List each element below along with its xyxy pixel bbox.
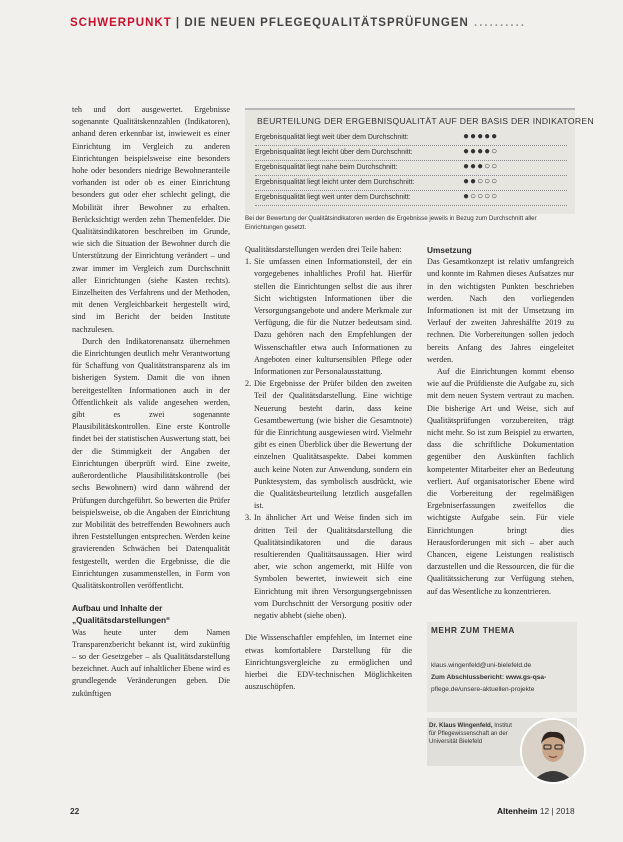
rating-dots-icon: ●●●●● [463,131,499,142]
col3-subheading: Umsetzung [427,245,472,255]
column-middle [245,244,412,693]
report-link-url[interactable]: pflege.de/unsere-aktuellen-projekte [431,686,535,693]
list-item [245,512,412,622]
author-portrait-icon [522,720,584,782]
column-right [427,244,574,598]
issue-number: 12 | 2018 [539,806,575,816]
col2-intro: Qualitätsdarstellungen werden drei Teile haben: [245,245,402,254]
col1-paragraph-2: Durch den Indikatorenansatz übernehmen die Einrichtungen deutlich mehr Verantwortung für Schaffung von Qualitätstransparenz als im bisherigen System. Damit die von ihnen bereitgestellten Informationen auch in der Öffentlichkeit als valide angesehen werden, gibt es zwei sogenannte Plausibilitätskontrollen. Eine erste Kontrolle findet bei der statistischen Auswertung statt, bei der die Stimmigkeit der Angaben der Einrichtungen überprüft wird. Eine zweite, außerordentliche Plausibilitätskontrolle (bei sechs Bewohnern) wird dann während der Prüfungen durchgeführt. So bewerten die Prüfer beispielsweise, ob die Angaben der Einrichtung zur Mobilität des betreffenden Bewohners auch ihren Feststellungen entsprechen. Werden keine gravierenden Schwächen bei Datenqualität festgestellt, werden die Ergebnisse, die die Einrichtungen zusammenstellen, in Form von Qualitätskontrollen veröffentlicht. [72,336,230,590]
indicator-box [245,108,594,214]
indicator-row [255,192,567,206]
col1-paragraph-3: Was heute unter dem Namen Transparenzbericht bekannt ist, wird zukünftig – so der Gesetzgeber – als Qualitätsdarstellung bezeichnet. Auch auf inhaltlicher Ebene wird es grundlegende Veränderungen geben. Die zukünftigen [72,627,230,698]
column-left [72,104,230,700]
indicator-row-label: Ergebnisqualität liegt nahe beim Durchschnitt: [255,164,398,171]
rating-dots-icon: ●●●○○ [463,161,499,172]
qualitaet-list [245,256,412,622]
indicator-box-title: BEURTEILUNG DER ERGEBNISQUALITÄT AUF DER BASIS DER INDIKATOREN [257,116,594,126]
author-name: Dr. Klaus Wingenfeld, [429,722,493,729]
list-item-text: Die Ergebnisse der Prüfer bilden den zweiten Teil der Qualitätsdarstellung. Eine wichtige Neuerung besteht darin, dass keine Gesamtbewertung (wie bisher die Gesamtnote) für die Einrichtung ausgewiesen wird. Vielmehr gibt es einen Überblick über die Bewertung der einzelnen Qualitätsaspekte. Dabei kommen auch keine Noten zur Anwendung, sondern ein Punktesystem, das symbolisch ausdrückt, wie die Qualitätsbeurteilung letztlich ausgefallen ist. [254,379,412,511]
section-topic: DIE NEUEN PFLEGEQUALITÄTSPRÜFUNGEN [184,17,469,29]
indicator-row [255,132,567,146]
rating-dots-icon: ●●●●○ [463,146,499,157]
section-label: SCHWERPUNKT [70,17,172,29]
col3-paragraph-1: Das Gesamtkonzept ist relativ umfangreich und konnte im Rahmen dieses Aufsatzes nur in den wichtigsten Punkten beschrieben werden. Nach den vorliegenden Informationen ist mit der Umsetzung im Verlauf der zweiten Jahreshälfte 2019 zu rechnen. Die Vorbereitungen sollen jedoch bereits Anfang des Jahres eingeleitet werden. [427,257,574,364]
indicator-row [255,147,567,161]
indicator-row-label: Ergebnisqualität liegt leicht unter dem Durchschnitt: [255,179,415,186]
indicator-row [255,162,567,176]
list-item-text: In ähnlicher Art und Weise finden sich im dritten Teil der Qualitätsdarstellung die Qualitätsindikatoren und die daraus resultierenden Qualitätsaussagen. Hier wird aber, wie schon angemerkt, mit Hilfe von Symbolen bewertet, inwieweit sich eine Einrichtung mit ihren Versorgungsergebnissen vom Durchschnitt der Versorgung positiv oder negativ abhebt (siehe oben). [254,513,412,621]
mehr-zum-thema-title: MEHR ZUM THEMA [431,626,515,635]
indicator-box-note: Bei der Bewertung der Qualitätsindikatoren werden die Ergebnisse jeweils in Bezug zum Durchschnitt aller Einrichtungen gesetzt. [245,215,537,231]
section-header [70,17,526,29]
col1-subheading: Aufbau und Inhalte der „Qualitätsdarstellungen“ [72,603,171,626]
author-caption [429,722,519,747]
rating-dots-icon: ●●○○○ [463,176,499,187]
col1-paragraph-1: teh und dort ausgewertet. Ergebnisse sogenannte Qualitätskennzahlen (Indikatoren), anhand deren erkennbar ist, inwieweit es einer Einrichtung im Vergleich zu anderen Einrichtungen beispielsweise eine besonders hohe oder besonders niedrige Bewohneranteile vorhanden ist oder ob es einer Einrichtung besonders gut oder eher schlecht gelingt, die Mobilität ihrer Bewohner zu erhalten. Berücksichtigt werden zehn Themenfelder. Die Qualitätsindikatoren beschreiben im Grunde, wie sich die Situation der Bewohner durch die Unterstützung der Einrichtung verändert – und zwar immer im Vergleich zum Durchschnitt aller Einrichtungen (siehe Kasten rechts). Einzelheiten des Verfahrens und der Methoden, mit denen Vergleichbarkeit hergestellt wird, sind im Bericht der beiden Institute nachzulesen. [72,105,230,334]
author-role: Institut für Pflegewissenschaft an der Universität Bielefeld [429,723,512,746]
col2-outro: Die Wissenschaftler empfehlen, im Internet eine etwas komfortablere Darstellung für die Einrichtungsvergleiche zu ermöglichen und hierbei die EDV-technischen Möglichkeiten auszuschöpfen. [245,633,412,692]
header-separator: | [171,17,185,29]
contact-email-link[interactable]: klaus.wingenfeld@uni-bielefeld.de [431,662,532,669]
mehr-zum-thema-box [427,622,577,712]
report-link-label[interactable]: Zum Abschlussbericht: www.gs-qsa- [431,674,547,681]
author-photo [520,718,586,784]
col3-paragraph-2: Auf die Einrichtungen kommt ebenso wie auf die Prüfdienste die Aufgabe zu, sich mit dem neuen System vertraut zu machen. Die bisherige Art und Weise, sich auf Qualitätsprüfungen vorzubereiten, trägt nicht mehr. So ist zum Beispiel zu erwarten, dass die schriftliche Dokumentation gegenüber den Auskünften fachlich kompetenter Mitarbeiter eher an Bedeutung verliert. Auf organisatorischer Ebene wird die Vorbereitung der regelmäßigen Ergebniserfassungen zweifellos die wichtigste Aufgabe sein. Für viele Einrichtungen bringt dies Herausforderungen mit sich – aber auch Chancen, eigene Leistungen realistisch darzustellen und die Ressourcen, die für die Qualitätssicherung zur Verfügung stehen, auf das Wesentliche zu konzentrieren. [427,367,574,596]
header-dot-rule: .......... [468,17,526,29]
magazine-footer [497,806,575,816]
list-item-number: 3. [245,513,252,523]
indicator-row-label: Ergebnisqualität liegt weit unter dem Durchschnitt: [255,194,411,201]
list-item-number: 1. [245,257,252,267]
list-item [245,256,412,378]
list-item-number: 2. [245,379,252,389]
magazine-name: Altenheim [497,806,538,816]
page-number: 22 [70,806,80,816]
list-item-text: Sie umfassen einen Informationsteil, der ein vorgegebenes inhaltliches Profil hat. Hierfür stellen die Einrichtungen selbst die aus ihrer Sicht wichtigsten Informationen über die Versorgungsangebote und andere Merkmale zur Verfügung, die für die Nutzer bedeutsam sind. Dazu gehören nach den Empfehlungen der Wissenschaftler etwa auch Informationen zu Angeboten einer kultursensiblen Pflege oder Informationen zur Personalausstattung. [254,257,412,377]
indicator-row [255,177,567,191]
list-item [245,378,412,512]
indicator-row-label: Ergebnisqualität liegt weit über dem Durchschnitt: [255,134,409,141]
indicator-row-label: Ergebnisqualität liegt leicht über dem Durchschnitt: [255,149,413,156]
rating-dots-icon: ●○○○○ [463,191,499,202]
